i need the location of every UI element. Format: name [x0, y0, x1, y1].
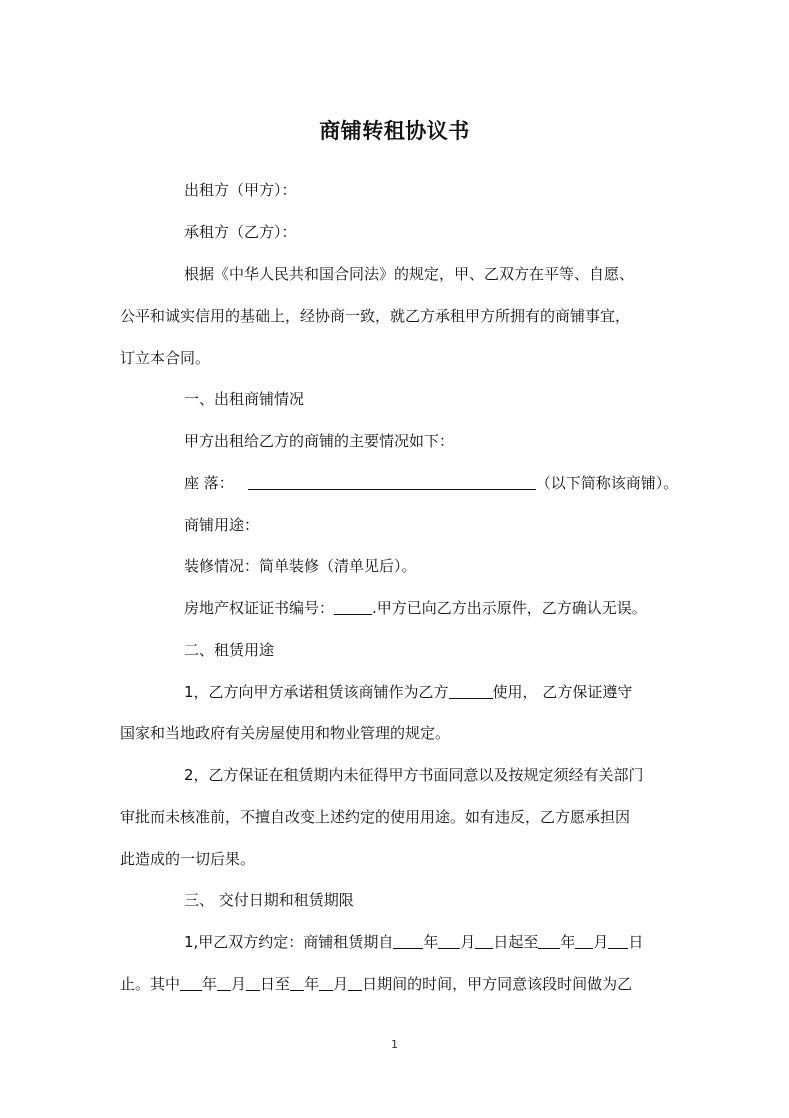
- usage-clause-2-line-2: 审批而未核准前，不擅自改变上述约定的使用用途。如有违反，乙方愿承担因: [120, 808, 631, 826]
- usage-clause-1-a: 1，乙方向甲方承诺租赁该商铺作为乙方: [184, 683, 449, 701]
- end-month-blank: [575, 932, 593, 949]
- end-year-blank: [538, 932, 560, 949]
- period-end-year-blank: [290, 974, 304, 991]
- month-word-2: 月: [593, 933, 609, 951]
- location-blank: [248, 473, 536, 490]
- certificate-blank: [334, 598, 372, 615]
- year-word-2: 年: [560, 933, 576, 951]
- usage-clause-1-line-2: 国家和当地政府有关房屋使用和物业管理的规定。: [120, 724, 451, 742]
- location-label: 座 落：: [184, 474, 234, 492]
- certificate-label: 房地产权证证书编号：: [184, 599, 335, 617]
- certificate-line: [184, 597, 647, 619]
- period-end-day-blank: [348, 974, 362, 991]
- intro-line-2: 公平和诚实信用的基础上，经协商一致，就乙方承租甲方所拥有的商铺事宜，: [120, 307, 631, 325]
- start-month-blank: [438, 932, 460, 949]
- period-year-word-2: 年: [304, 975, 320, 993]
- year-word: 年: [423, 933, 439, 951]
- day-from-word: 日起至: [493, 933, 539, 951]
- month-word: 月: [460, 933, 476, 951]
- term-clause-tail: 日期间的时间，甲方同意该段时间做为乙: [362, 975, 633, 993]
- certificate-suffix: .甲方已向乙方出示原件，乙方确认无误。: [372, 599, 647, 617]
- term-clause-line-2: [120, 973, 632, 995]
- period-end-month-blank: [319, 974, 333, 991]
- period-year-word: 年: [202, 975, 218, 993]
- usage-clause-2-line-3: 此造成的一切后果。: [120, 850, 256, 868]
- usage-clause-2-line-1: 2，乙方保证在租赁期内未征得甲方书面同意以及按规定须经有关部门: [184, 766, 644, 784]
- term-clause-a: 1,甲乙双方约定：商铺租赁期自: [184, 933, 394, 951]
- period-start-month-blank: [217, 974, 231, 991]
- term-clause-line-1: [184, 931, 643, 953]
- period-start-year-blank: [180, 974, 202, 991]
- period-day-to-word: 日至: [260, 975, 291, 993]
- section-heading-3: 三、 交付日期和租赁期限: [184, 891, 354, 909]
- section-heading-2: 二、租赁用途: [184, 641, 275, 659]
- premises-desc: 甲方出租给乙方的商铺的主要情况如下：: [184, 432, 455, 450]
- location-suffix: （以下简称该商铺）。: [535, 474, 679, 492]
- term-clause-start: 止。其中: [120, 975, 181, 993]
- lessee-line: 承租方（乙方）：: [184, 223, 297, 241]
- location-line: [184, 472, 678, 494]
- period-month-word-2: 月: [333, 975, 349, 993]
- usage-clause-1-b: 使用， 乙方保证遵守: [492, 683, 633, 701]
- usage-clause-1-line-1: [184, 681, 632, 703]
- start-day-blank: [475, 932, 493, 949]
- decoration-line: 装修情况：简单装修（清单见后）。: [184, 557, 417, 575]
- document-title: 商铺转租协议书: [319, 118, 470, 143]
- start-year-blank: [393, 932, 423, 949]
- day-end-word: 日: [628, 933, 644, 951]
- intro-line-1: 根据《中华人民共和国合同法》的规定，甲、乙双方在平等、自愿、: [184, 265, 635, 283]
- lessor-line: 出租方（甲方）：: [184, 181, 297, 199]
- usage-line: 商铺用途：: [184, 516, 260, 534]
- period-start-day-blank: [246, 974, 260, 991]
- usage-blank: [449, 682, 493, 699]
- period-month-word: 月: [231, 975, 247, 993]
- intro-line-3: 订立本合同。: [120, 349, 211, 367]
- section-heading-1: 一、出租商铺情况: [184, 390, 305, 408]
- page-number: 1: [391, 1038, 398, 1051]
- end-day-blank: [608, 932, 628, 949]
